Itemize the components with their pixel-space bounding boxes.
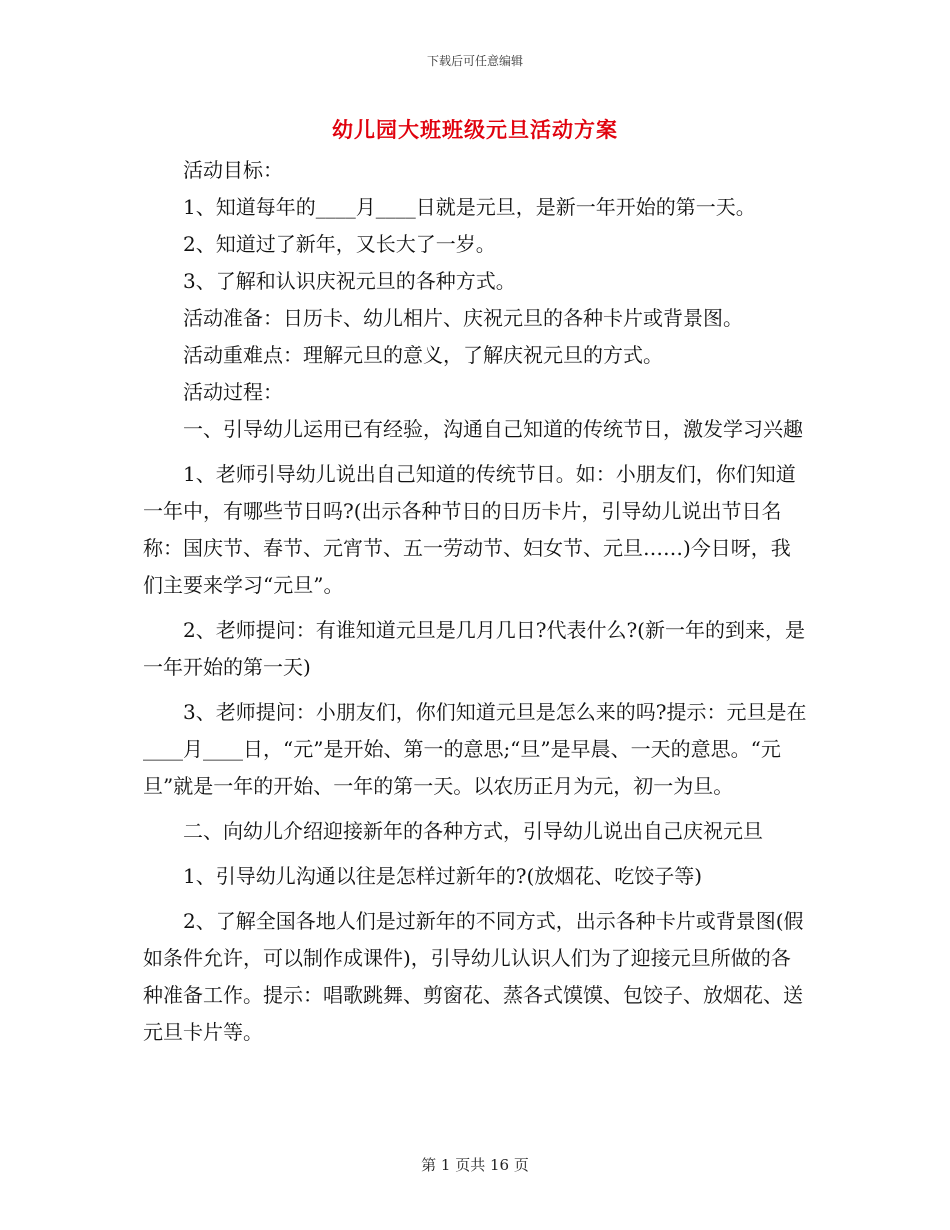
paragraph: 1、引导幼儿沟通以往是怎样过新年的?(放烟花、吃饺子等) (183, 864, 703, 888)
paragraph: 活动过程： (183, 380, 283, 404)
paragraph: 2、知道过了新年，又长大了一岁。 (183, 232, 496, 256)
paragraph: 活动准备：日历卡、幼儿相片、庆祝元旦的各种卡片或背景图。 (183, 306, 743, 330)
document-title: 幼儿园大班班级元旦活动方案 (332, 117, 618, 142)
paragraph: 3、老师提问：小朋友们，你们知道元旦是怎么来的吗?提示：元旦是在____月____日，“元”是开始、第一的意思;“旦”是早晨、一天的意思。“元旦”就是一年的开始、一年的第一天。以农历正月为元，初一为旦。 (143, 700, 807, 798)
section-heading: 二、向幼儿介绍迎接新年的各种方式，引导幼儿说出自己庆祝元旦 (183, 819, 763, 843)
paragraph: 活动目标： (183, 158, 283, 182)
paragraph: 1、知道每年的____月____日就是元旦，是新一年开始的第一天。 (183, 195, 756, 219)
paragraph: 2、老师提问：有谁知道元旦是几月几日?代表什么?(新一年的到来，是一年开始的第一天) (143, 618, 805, 679)
document-body (143, 152, 807, 1059)
paragraph: 3、了解和认识庆祝元旦的各种方式。 (183, 269, 516, 293)
section-heading: 一、引导幼儿运用已有经验，沟通自己知道的传统节日，激发学习兴趣 (183, 417, 803, 441)
paragraph: 2、了解全国各地人们是过新年的不同方式，出示各种卡片或背景图(假如条件允许，可以制作成课件)，引导幼儿认识人们为了迎接元旦所做的各种准备工作。提示：唱歌跳舞、剪窗花、蒸各式馍馍、包饺子、放烟花、送元旦卡片等。 (143, 909, 804, 1044)
page-header-note: 下载后可任意编辑 (426, 54, 523, 68)
paragraph: 活动重难点：理解元旦的意义，了解庆祝元旦的方式。 (183, 343, 663, 367)
paragraph: 1、老师引导幼儿说出自己知道的传统节日。如：小朋友们，你们知道一年中，有哪些节日吗?(出示各种节日的日历卡片，引导幼儿说出节日名称：国庆节、春节、元宵节、五一劳动节、妇女节、元旦……)今日呀，我们主要来学习“元旦”。 (143, 462, 796, 597)
page-footer-pagination: 第 1 页共 16 页 (421, 1156, 529, 1174)
